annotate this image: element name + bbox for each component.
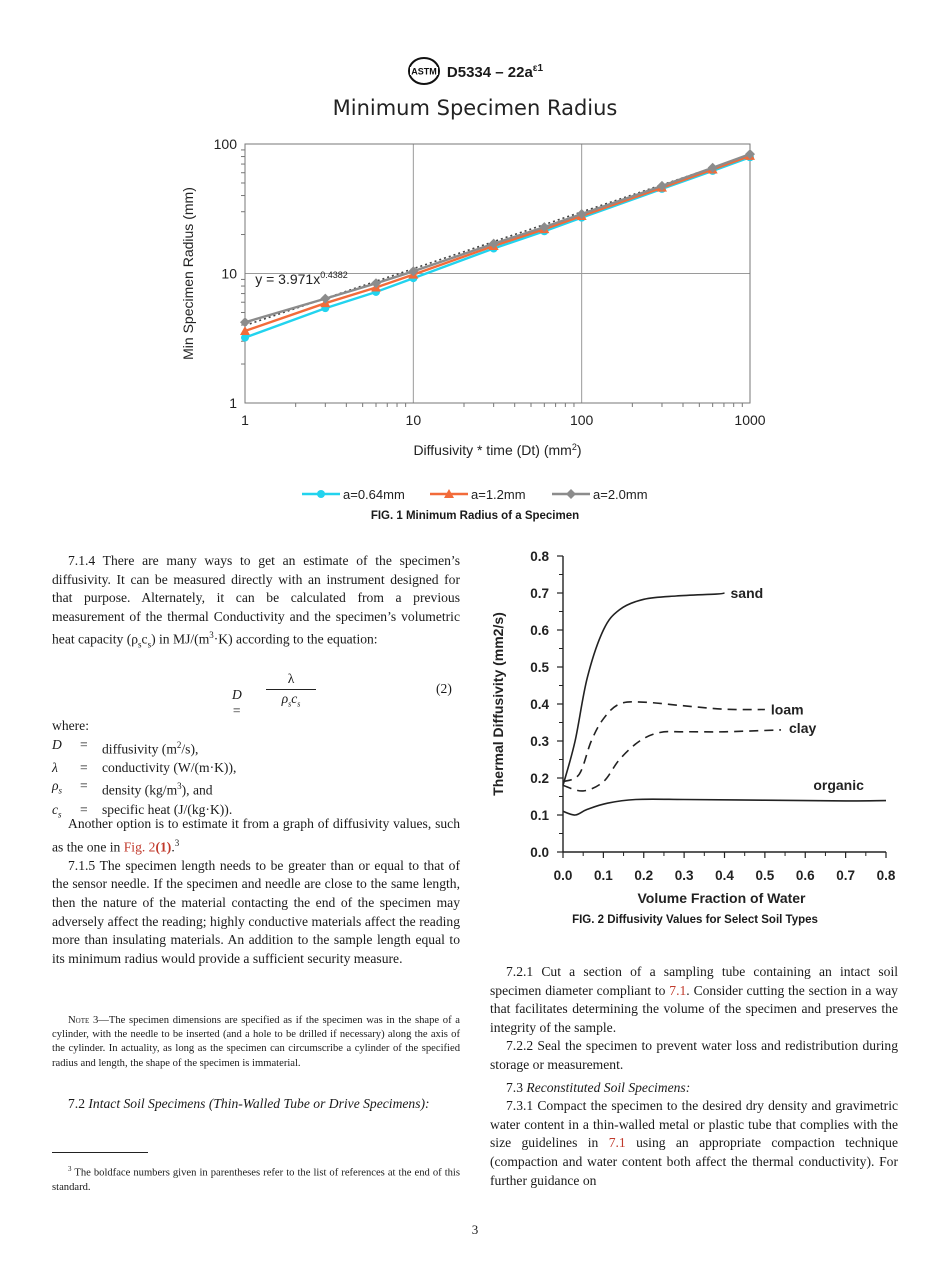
svg-text:ASTM: ASTM (411, 66, 437, 77)
fig1-legend-marker (566, 489, 576, 499)
fig2-x-axis-label: Volume Fraction of Water (637, 890, 806, 906)
fig2-x-tick-label: 0.5 (755, 868, 775, 883)
fig2-y-tick-label: 0.2 (530, 771, 549, 786)
fig2-link[interactable]: Fig. 2 (123, 839, 156, 855)
fig2-chart (488, 546, 908, 916)
astm-logo-icon (407, 56, 441, 90)
fig2-y-axis-label: Thermal Diffusivity (mm2/s) (490, 612, 506, 796)
fig2-x-tick-label: 0.0 (553, 868, 573, 883)
fig1-y-tick-label: 100 (213, 136, 237, 152)
fig1-caption: FIG. 1 Minimum Radius of a Specimen (370, 510, 580, 522)
fig2-y-tick-label: 0.0 (530, 845, 549, 860)
standard-number: D5334 – 22a (446, 63, 533, 81)
para-7-2-1: 7.2.1 Cut a section of a sampling tube containing an intact soil specimen diameter compliant to 7.1. Consider cutting the section in a way that facilitates determining the volume of the specimen and preserves the integrity of the sample. (490, 964, 898, 1035)
fig1-x-tick-label: 1 (241, 412, 249, 428)
para-7-3-1: 7.3.1 Compact the specimen to the desired dry density and gravimetric water content in a thin-walled metal or plastic tube that complies with the size guidelines in 7.1 using an appropriate compaction technique (compaction and water content both affect the thermal conductivity). For further guidance on (490, 1098, 898, 1188)
fig1-legend-label: a=0.64mm (343, 487, 405, 502)
page-number: 3 (471, 1222, 479, 1237)
fig2-caption: FIG. 2 Diffusivity Values for Select Soil Types (572, 914, 818, 926)
para-7-2: 7.2 Intact Soil Specimens (Thin-Walled Tube or Drive Specimens): (68, 1096, 430, 1111)
fig1-trend-equation: $y = 3.971x^{0.4382}$ (255, 269, 348, 287)
equation-lhs: D = (232, 687, 242, 718)
footnote-3: $^3$ The boldface numbers given in parentheses refer to the list of references at the end of this standard. (52, 1165, 460, 1193)
equation-numerator: λ (287, 671, 295, 686)
standard-header (0, 56, 950, 90)
left-column-lower (52, 815, 460, 968)
standard-superscript: ε1 (532, 62, 544, 74)
fig1-legend-label: a=2.0mm (593, 487, 648, 502)
fig2-series-label-organic: organic (813, 777, 864, 794)
left-column (52, 552, 460, 654)
fig2-y-tick-label: 0.1 (530, 808, 549, 823)
equation-number: (2) (436, 681, 452, 696)
fig1-title: Minimum Specimen Radius (332, 96, 618, 120)
definition-list (52, 736, 460, 824)
para-7-1-5: 7.1.5 The specimen length needs to be greater than or equal to that of the sensor needle. If the specimen and needle are close to the same length, then the nature of the material contacting the end of the specimen may adversely affect the reading; highly conductive materials affect the reading more than insulating materials. An addition to the sample length equal to its minimum radius would provide a sufficient security measure. (52, 857, 460, 966)
fig1-y-tick-label: 1 (229, 395, 237, 411)
fig1-series-line-3 (245, 154, 750, 322)
fig2-y-tick-label: 0.8 (530, 549, 549, 564)
fig2-y-tick-label: 0.6 (530, 623, 549, 638)
fig2-x-tick-label: 0.1 (593, 868, 613, 883)
definition-row: D = diffusivity $(m^2/s)$, (52, 736, 199, 757)
fig2-series-sand (563, 593, 725, 785)
fig2-x-tick-label: 0.7 (836, 868, 856, 883)
fig2-y-tick-label: 0.3 (530, 734, 549, 749)
where-block (52, 717, 460, 824)
right-column (490, 963, 898, 1190)
fig2-series-label-clay: clay (789, 719, 817, 736)
note-3: Note 3—The specimen dimensions are specified as if the specimen was in the shape of a cylinder, with the needle to be inserted (and a hole to be drilled if necessary) along the axis of the cylinder. In actuality, as long as the specimen can circumscribe a cylinder of the specified radius and length, the shape of the specimen is immaterial. (52, 1015, 460, 1069)
fig1-x-axis-label: Diffusivity * time (Dt) $(mm^2)$ (413, 442, 582, 458)
fig2-series-label-sand: sand (730, 585, 764, 601)
fig2-y-tick-label: 0.7 (530, 586, 549, 601)
where-label: where: (52, 718, 89, 733)
fig1-legend-label: a=1.2mm (471, 487, 526, 502)
fig2-series-loam (563, 702, 765, 782)
fig2-x-tick-label: 0.8 (876, 868, 896, 883)
fig1-chart (170, 130, 790, 510)
fig1-data-point (240, 317, 250, 327)
fig1-x-tick-label: 1000 (734, 412, 766, 428)
section-7-1-link[interactable]: 7.1 (669, 982, 687, 998)
para-another-option: Another option is to estimate it from a graph of diffusivity values, such as the one in Fig. 2(1).$^3$ (52, 816, 460, 855)
para-7-1-4: 7.1.4 There are many ways to get an estimate of the specimen’s diffusivity. It can be measured directly with an instrument designed for that purpose. Alternately, it can be calculated from a previous measurement of the thermal Conductivity and the specimen’s volumetric heat capacity $(\rho_sc_s)$ in $MJ/(m^3\cdot K)$ according to the equation: (52, 553, 460, 650)
section-7-1-link-2[interactable]: 7.1 (608, 1135, 626, 1151)
fig2-x-tick-label: 0.2 (634, 868, 654, 883)
definition-row: $c_s$ = specific heat (J/(kg·K)). (52, 801, 233, 820)
ref-1-link[interactable]: (1) (155, 839, 172, 855)
para-7-3: 7.3 Reconstituted Soil Specimens: (506, 1079, 691, 1095)
fig1-y-axis-label: Min Specimen Radius (mm) (180, 187, 196, 360)
fig2-series-label-loam: loam (770, 701, 804, 718)
equation-denominator: $\rho_sc_s$ (281, 691, 301, 709)
fig2-series-organic (563, 799, 886, 815)
fig1-x-tick-label: 100 (569, 412, 594, 428)
fig2-x-tick-label: 0.4 (715, 868, 734, 883)
definition-row: λ = conductivity (W/(m·K)), (52, 759, 237, 775)
fig1-x-tick-label: 10 (405, 412, 422, 428)
fig1-y-tick-label: 10 (221, 265, 237, 282)
fig2-y-tick-label: 0.5 (530, 660, 549, 675)
fig1-legend-marker (317, 490, 325, 498)
definition-row: $\rho_s$ = density $(kg/m^3)$, and (52, 778, 213, 798)
fig2-x-tick-label: 0.6 (795, 868, 815, 883)
fig2-y-tick-label: 0.4 (530, 697, 549, 712)
para-7-2-2: 7.2.2 Seal the specimen to prevent water loss and redistribution during storage or measurement. (490, 1038, 898, 1072)
footnote-rule (52, 1152, 148, 1153)
footnote-3-marker[interactable]: 3 (174, 837, 180, 848)
fig2-series-clay (563, 730, 781, 791)
fig2-x-tick-label: 0.3 (674, 868, 694, 883)
